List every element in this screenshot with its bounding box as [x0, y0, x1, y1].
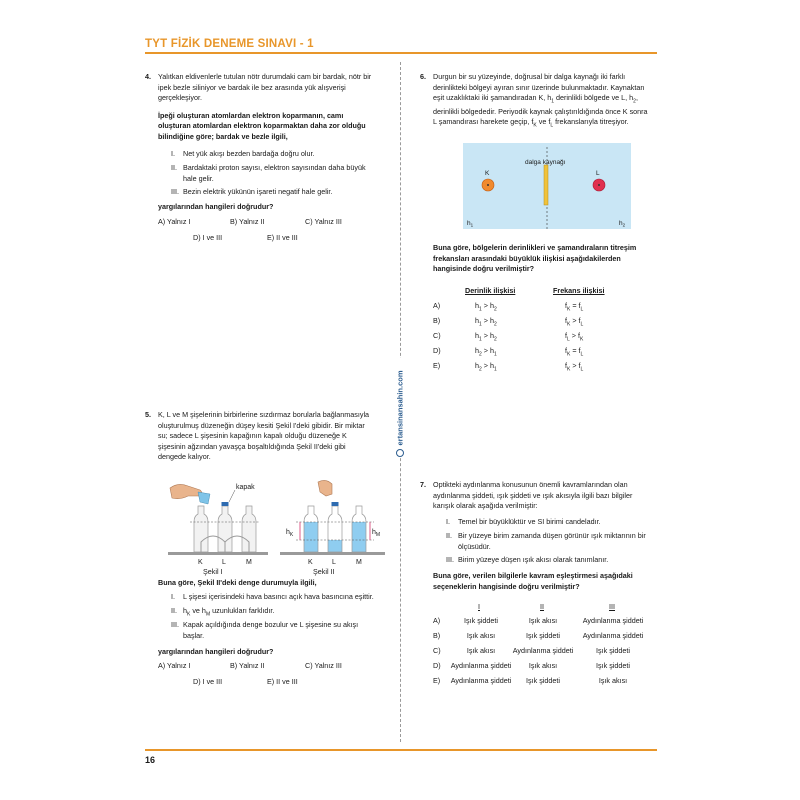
option-c[interactable]: C) Yalnız III: [305, 661, 342, 670]
given-line: oluşturan atomlardan elektron koparmaktan daha zor olduğu: [158, 121, 366, 130]
option-label[interactable]: E): [433, 676, 441, 685]
concept-cell: Aydınlanma şiddeti: [450, 676, 512, 685]
roman-numeral: III.: [171, 187, 179, 196]
figure-2: [280, 480, 385, 566]
question-prompt: yargılarından hangileri doğrudur?: [158, 202, 274, 211]
bottle-label-l: L: [222, 559, 226, 566]
concept-cell: Işık akısı: [466, 646, 496, 655]
concept-cell: Işık şiddeti: [596, 661, 630, 670]
depth-relation: $h_1 > h_2$: [475, 301, 497, 313]
question-intro: Optikteki aydınlanma konusunun önemli kavramlarından olan aydınlanma şiddeti, ışık şiddeti ve ışık akısıyla ilgili bazı bilgiler karışık olarak aşağıda verilmiştir:: [433, 480, 633, 510]
intro-line: dengede kalıyor.: [158, 452, 211, 461]
concept-cell: Aydınlanma şiddeti: [450, 661, 512, 670]
h2-label: $h_2$: [619, 220, 626, 228]
option-e[interactable]: E) II ve III: [267, 233, 298, 242]
question-number: 5.: [145, 410, 151, 419]
base-plate: [280, 552, 385, 555]
concept-cell: Aydınlanma şiddeti: [512, 646, 574, 655]
figure-1: [168, 484, 268, 566]
frequency-relation: $f_K = f_L$: [565, 346, 584, 358]
wave-tank-diagram: [463, 143, 631, 229]
water-m: [352, 522, 366, 552]
page-number: 16: [145, 755, 156, 765]
option-d[interactable]: D) I ve III: [193, 233, 223, 242]
footer-rule: [145, 749, 657, 751]
bottle-label-k: K: [308, 559, 313, 566]
option-a[interactable]: A) Yalnız I: [158, 217, 191, 226]
statement-text: Bardaktaki proton sayısı, elektron sayısından daha büyük hale gelir.: [183, 163, 366, 183]
option-label[interactable]: C): [433, 331, 441, 340]
option-a[interactable]: A) Yalnız I: [158, 661, 191, 670]
question-prompt: yargılarından hangileri doğrudur?: [158, 647, 274, 656]
figure-2-caption: Şekil II: [313, 567, 335, 576]
concept-cell: Aydınlanma şiddeti: [582, 631, 644, 640]
concept-cell: Işık şiddeti: [526, 631, 560, 640]
intro-line: oluşturulmuş düzeneğin düşey kesiti Şekil I'deki gibidir. Bir miktar: [158, 420, 365, 430]
concept-cell: Işık akısı: [528, 661, 558, 670]
question-prompt: Buna göre, verilen bilgilerle kavram eşleştirmesi aşağıdaki seçeneklerin hangisinde doğru verilmiştir?: [433, 571, 633, 591]
cap-label: kapak: [236, 484, 255, 491]
intro-line: K, L ve M şişelerinin birbirlerine sızdırmaz borularla bağlanmasıyla: [158, 410, 370, 419]
header-frequency: Frekans ilişkisi: [553, 286, 605, 295]
option-b[interactable]: B) Yalnız II: [230, 217, 265, 226]
question-intro: [158, 410, 393, 463]
hk-label: $h_K$: [286, 529, 294, 538]
roman-numeral: I.: [171, 592, 175, 601]
header-iii: III: [609, 602, 615, 611]
concept-cell: Işık şiddeti: [526, 676, 560, 685]
question-intro: Durgun bir su yüzeyinde, doğrusal bir dalga kaynağı iki farklı derinlikteki bölgeyi ayıran sınır üzerinde bulunmaktadır. Kaynaktan eşit uzaklıktaki iki şamandıradan K, $h_1$ derinlikli bölgede ve L, $h_2$, derinlikli bölgededir. Periyodik kaynak çalıştırıldığında önce K sonra L şamandırası harekete geçip, $f_K$ ve $f_L$ frekanslarıyla titreşiyor.: [433, 72, 648, 129]
figure-1-caption: Şekil I: [203, 567, 223, 576]
question-number: 6.: [420, 72, 426, 81]
h1-label: $h_1$: [467, 220, 474, 228]
option-label[interactable]: B): [433, 316, 441, 325]
source-label: dalga kaynağı: [525, 159, 566, 166]
cap-pointer: [229, 490, 235, 502]
buoy-k-label: K: [485, 170, 490, 177]
frequency-relation: $f_K > f_L$: [565, 316, 584, 328]
sidebar-logo-icon: [396, 449, 404, 457]
option-label[interactable]: E): [433, 361, 441, 370]
sidebar-website-text: ertansinansahin.com: [395, 370, 405, 446]
intro-line: Yalıtkan eldivenlerle tutulan nötr durumdaki cam bir bardak, nötr bir: [158, 72, 372, 81]
roman-numeral: I.: [171, 149, 175, 158]
concept-cell: Işık akısı: [598, 676, 628, 685]
roman-numeral: II.: [171, 606, 177, 615]
option-label[interactable]: A): [433, 301, 441, 310]
cup-icon: [198, 492, 210, 504]
statement-list: [171, 592, 393, 644]
roman-numeral: II.: [171, 163, 177, 172]
concept-cell: Işık akısı: [466, 631, 496, 640]
question-intro: [158, 72, 393, 142]
bottle-label-m: M: [356, 559, 362, 566]
page-header-title: TYT FİZİK DENEME SINAVI - 1: [145, 38, 314, 50]
wave-tank-svg: [463, 143, 631, 229]
bottle-l-cap: [332, 502, 339, 506]
header-rule: [145, 52, 657, 54]
hand-icon: [318, 480, 332, 496]
hand-icon: [170, 484, 202, 498]
option-c[interactable]: C) Yalnız III: [305, 217, 342, 226]
statement-text: Kapak açıldığında denge bozulur ve L şişesine su akışı başlar.: [183, 620, 359, 640]
bottles-figure: [160, 478, 390, 568]
concept-cell: Işık akısı: [528, 616, 558, 625]
bottle-l-cap: [222, 502, 229, 506]
depth-relation: $h_2 > h_1$: [475, 346, 497, 358]
option-label[interactable]: B): [433, 631, 441, 640]
frequency-relation: $f_K > f_L$: [565, 361, 584, 373]
frequency-relation: $f_L > f_K$: [565, 331, 584, 343]
header-depth: Derinlik ilişkisi: [465, 286, 516, 295]
statement-list: I. Temel bir büyüklüktür ve SI birimi candeladır. II. Bir yüzeye birim zamanda düşen görünür ışık miktarının bir ölçüsüdür. III. Birim yüzeye düşen ışık akısı olarak tanımlanır.: [446, 517, 646, 564]
wave-source-bar: [544, 165, 548, 205]
intro-line: su; sadece L şişesinin kapağının kapalı olduğu düzeneğe K: [158, 431, 347, 440]
question-number: 7.: [420, 480, 426, 489]
option-label[interactable]: A): [433, 616, 441, 625]
q7-options-table: [433, 602, 663, 692]
concept-cell: Işık şiddeti: [596, 646, 630, 655]
option-label[interactable]: D): [433, 661, 441, 670]
question-6-prompt: Buna göre, bölgelerin derinlikleri ve şamandıraların titreşim frekansları arasındaki büyüklük ilişkisi aşağıdakilerden hangisinde doğru verilmiştir?: [433, 243, 637, 273]
bottle-label-k: K: [198, 559, 203, 566]
hm-label: $h_M$: [372, 529, 381, 538]
given-line: bilindiğine göre; bardak ve bezle ilgili,: [158, 131, 288, 141]
bottle-label-m: M: [246, 559, 252, 566]
option-b[interactable]: B) Yalnız II: [230, 661, 265, 670]
statement-text: L şişesi içerisindeki hava basıncı açık hava basıncına eşittir.: [183, 592, 374, 601]
statement-text: Bezin elektrik yükünün işareti negatif hale gelir.: [183, 187, 333, 196]
intro-line: ipek bezle siliniyor ve bardak ile bez arasında yük alışverişi: [158, 82, 346, 92]
base-plate: [168, 552, 268, 555]
roman-numeral: III.: [171, 620, 179, 629]
header-i: I: [478, 602, 480, 611]
concept-cell: Aydınlanma şiddeti: [582, 616, 644, 625]
intro-line: gerçekleşiyor.: [158, 93, 202, 102]
q6-options-table: [433, 286, 663, 376]
water-l: [328, 540, 342, 552]
statement-list: [171, 149, 393, 201]
statement-text: $h_K$ ve $h_M$ uzunlukları farklıdır.: [183, 606, 275, 618]
given-line: İpeği oluşturan atomlardan elektron koparmanın, camı: [158, 110, 344, 120]
water-k: [304, 522, 318, 552]
option-d[interactable]: D) I ve III: [193, 677, 223, 686]
concept-cell: Işık şiddeti: [464, 616, 498, 625]
option-e[interactable]: E) II ve III: [267, 677, 298, 686]
given-line: Buna göre, Şekil II'deki denge durumuyla ilgili,: [158, 578, 317, 587]
statement-text: Net yük akışı bezden bardağa doğru olur.: [183, 149, 315, 158]
question-number: 4.: [145, 72, 151, 81]
buoy-l-label: L: [596, 170, 600, 177]
option-label[interactable]: D): [433, 346, 441, 355]
frequency-relation: $f_K = f_L$: [565, 301, 584, 313]
depth-relation: $h_1 > h_2$: [475, 331, 497, 343]
depth-relation: $h_1 > h_2$: [475, 316, 497, 328]
bottle-label-l: L: [332, 559, 336, 566]
header-ii: II: [540, 602, 544, 611]
depth-relation: $h_2 > h_1$: [475, 361, 497, 373]
intro-line: şişesinin ağzından yavaşça boşaltıldığında Şekil II'deki gibi: [158, 441, 346, 451]
option-label[interactable]: C): [433, 646, 441, 655]
